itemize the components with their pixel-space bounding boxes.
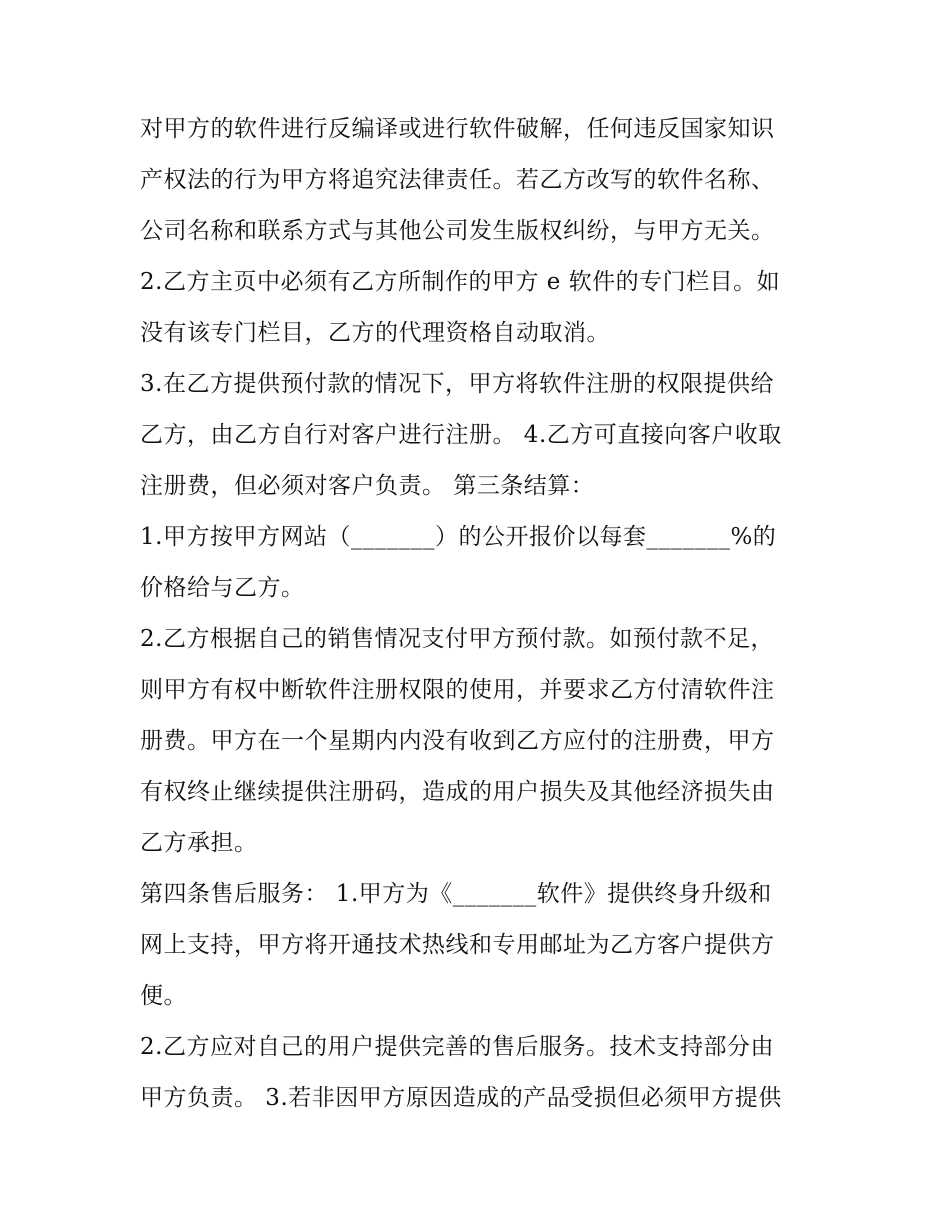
text-line: 公司名称和联系方式与其他公司发生版权纠纷，与甲方无关。 bbox=[140, 218, 775, 244]
text-line: 则甲方有权中断软件注册权限的使用，并要求乙方付清软件注 bbox=[140, 677, 775, 703]
document-body bbox=[140, 104, 820, 1124]
text-line: 甲方负责。 3.若非因甲方原因造成的产品受损但必须甲方提供 bbox=[140, 1085, 782, 1111]
text-line: 没有该专门栏目，乙方的代理资格自动取消。 bbox=[140, 320, 610, 346]
text-line: 产权法的行为甲方将追究法律责任。若乙方改写的软件名称、 bbox=[140, 167, 775, 193]
text-line: 2.乙方应对自己的用户提供完善的售后服务。技术支持部分由 bbox=[140, 1034, 774, 1060]
text-line: 册费。甲方在一个星期内内没有收到乙方应付的注册费，甲方 bbox=[140, 728, 775, 754]
text-line: 第四条售后服务： 1.甲方为《_______软件》提供终身升级和 bbox=[140, 881, 772, 907]
text-line: 乙方承担。 bbox=[140, 830, 258, 856]
text-line: 乙方，由乙方自行对客户进行注册。 4.乙方可直接向客户收取 bbox=[140, 422, 782, 448]
text-line: 2.乙方主页中必须有乙方所制作的甲方 e 软件的专门栏目。如 bbox=[140, 269, 781, 295]
text-line: 对甲方的软件进行反编译或进行软件破解，任何违反国家知识 bbox=[140, 116, 775, 142]
text-line: 2.乙方根据自己的销售情况支付甲方预付款。如预付款不足， bbox=[140, 626, 774, 652]
text-line: 有权终止继续提供注册码，造成的用户损失及其他经济损失由 bbox=[140, 779, 775, 805]
text-line: 便。 bbox=[140, 983, 187, 1009]
text-line: 网上支持，甲方将开通技术热线和专用邮址为乙方客户提供方 bbox=[140, 932, 775, 958]
text-line: 注册费，但必须对客户负责。 第三条结算： bbox=[140, 473, 595, 499]
text-line: 1.甲方按甲方网站（_______）的公开报价以每套_______%的 bbox=[140, 524, 777, 550]
text-line: 价格给与乙方。 bbox=[140, 575, 305, 601]
text-line: 3.在乙方提供预付款的情况下，甲方将软件注册的权限提供给 bbox=[140, 371, 774, 397]
